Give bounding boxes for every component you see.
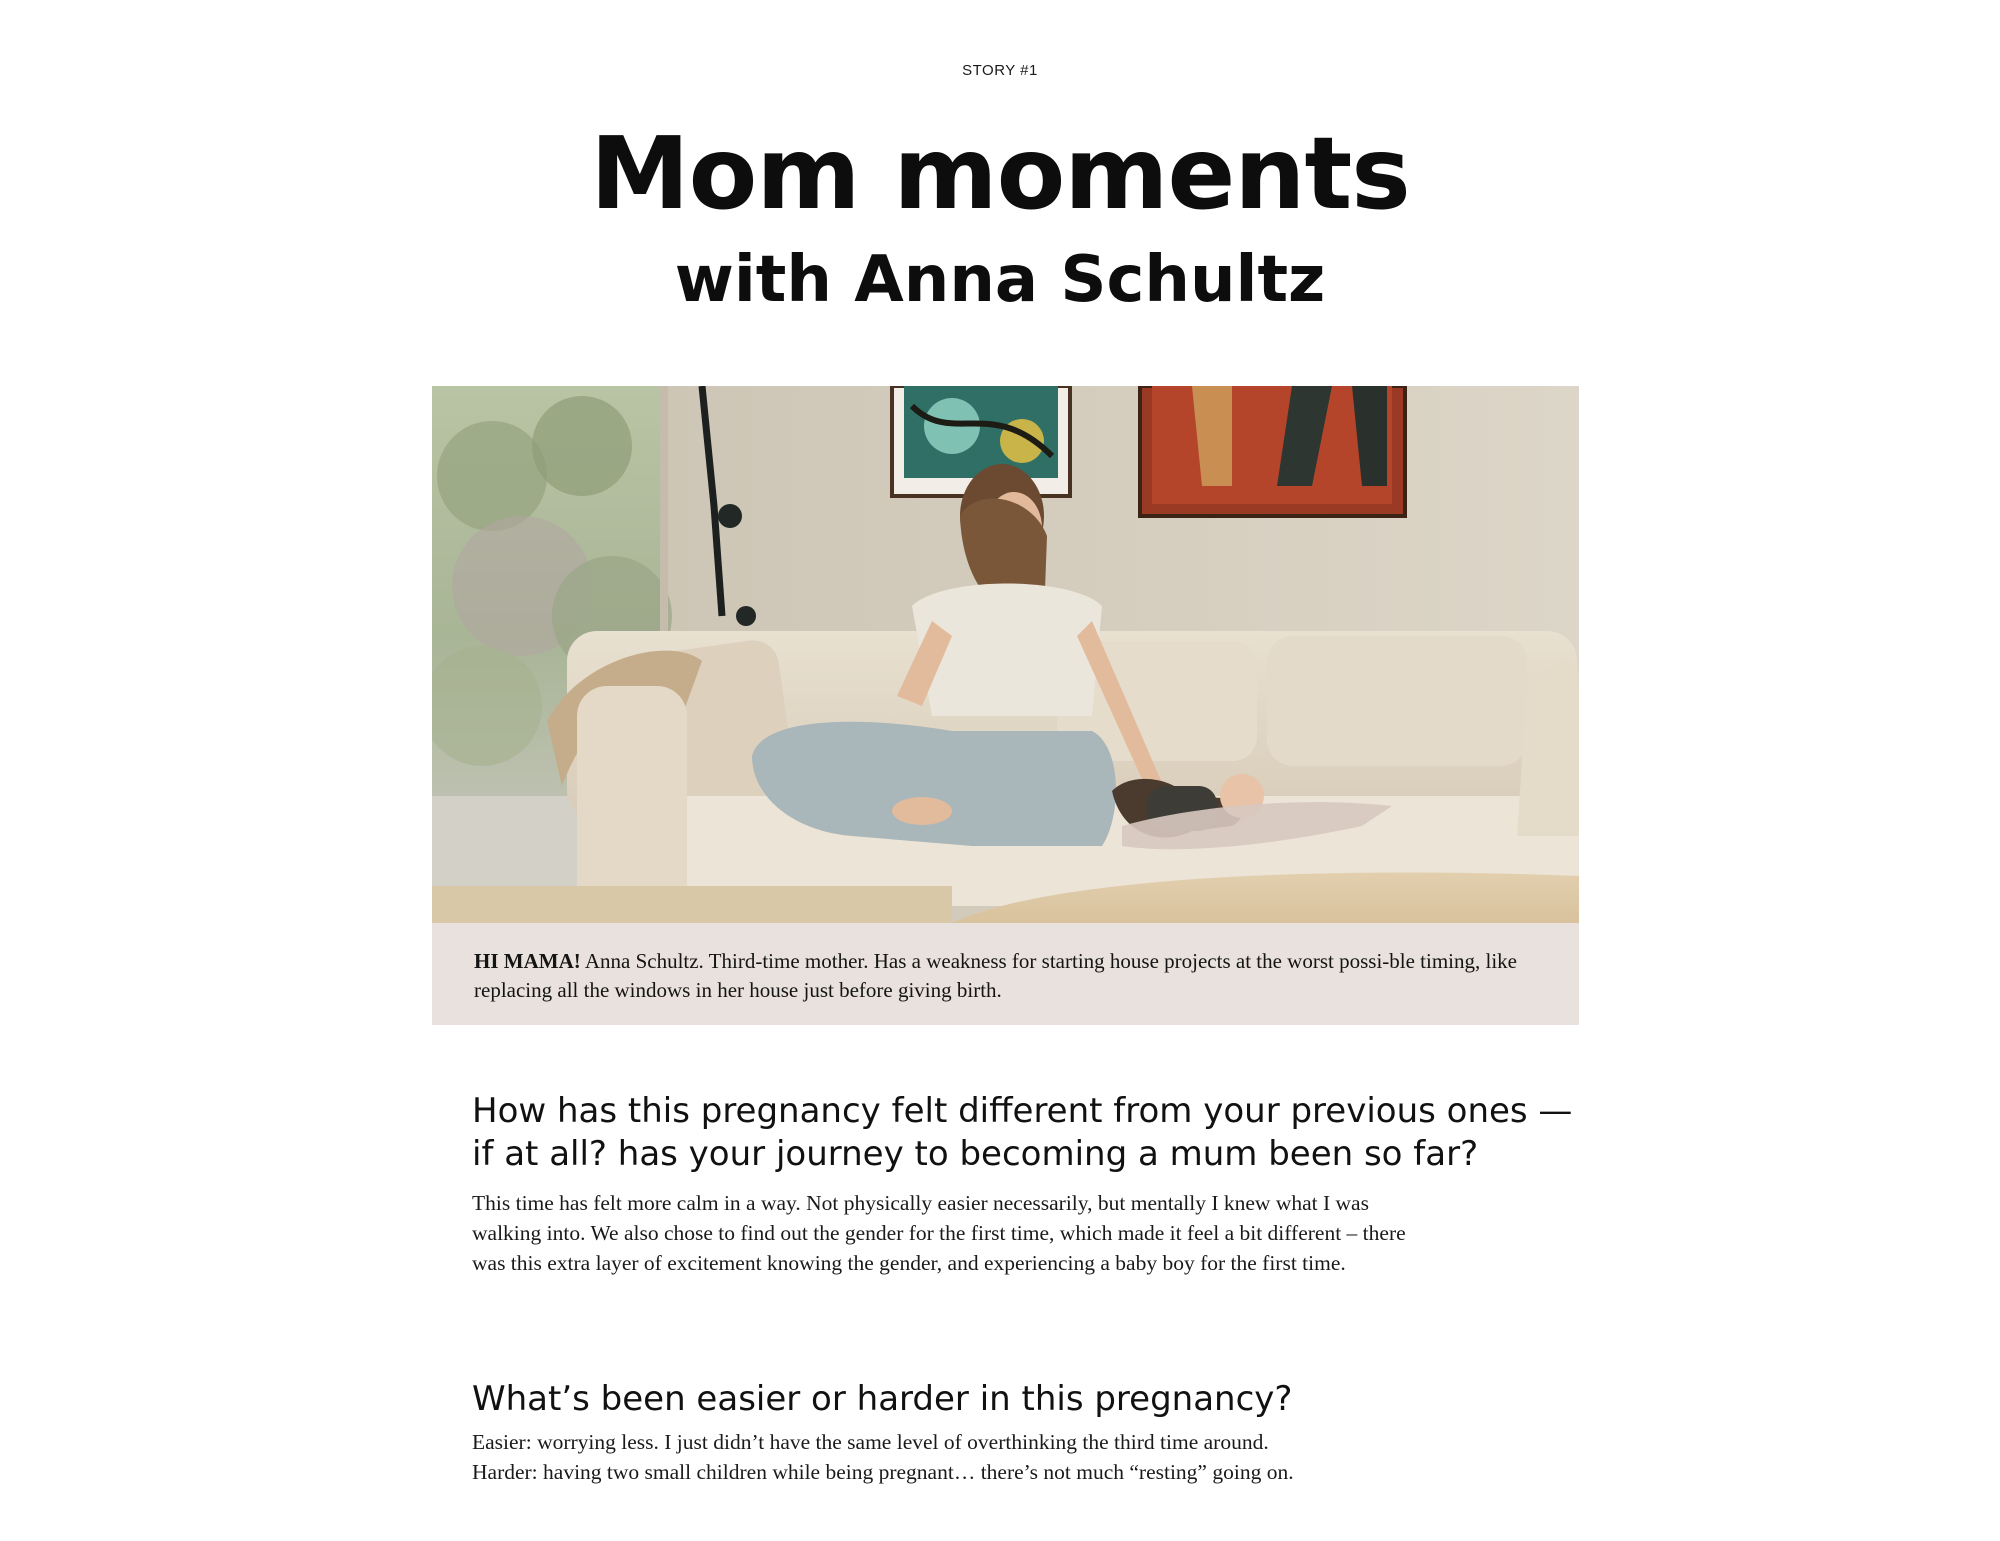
- answer-line-easier: Easier: worrying less. I just didn’t have the same level of overthinking the third time around.: [472, 1430, 1269, 1454]
- answer-line-harder: Harder: having two small children while being pregnant… there’s not much “resting” going on.: [472, 1460, 1294, 1484]
- caption-lead: HI MAMA!: [474, 949, 581, 973]
- qa-block-1: [472, 1090, 1592, 1278]
- answer-paragraph: This time has felt more calm in a way. Not physically easier necessarily, but mentally I knew what I was walking into. We also chose to find out the gender for the first time, which made it feel a bit different – there was this extra layer of excitement knowing the gender, and experiencing a baby boy for the first time.: [472, 1191, 1406, 1275]
- question-heading: What’s been easier or harder in this pregnancy?: [472, 1379, 1293, 1419]
- question-heading: How has this pregnancy felt different from your previous ones — if at all? has your journey to becoming a mum been so far?: [472, 1091, 1573, 1174]
- answer-paragraph: [472, 1427, 1422, 1487]
- story-kicker: STORY #1: [962, 62, 1038, 79]
- intro-caption: [432, 923, 1579, 1025]
- page-subtitle: with Anna Schultz: [674, 243, 1326, 317]
- feature-photo: [432, 386, 1579, 923]
- caption-text: Anna Schultz. Third-time mother. Has a weakness for starting house projects at the worst possi-ble timing, like replacing all the windows in her house just before giving birth.: [474, 949, 1518, 1002]
- qa-block-2: [472, 1378, 1592, 1487]
- page-title: Mom moments: [590, 115, 1410, 232]
